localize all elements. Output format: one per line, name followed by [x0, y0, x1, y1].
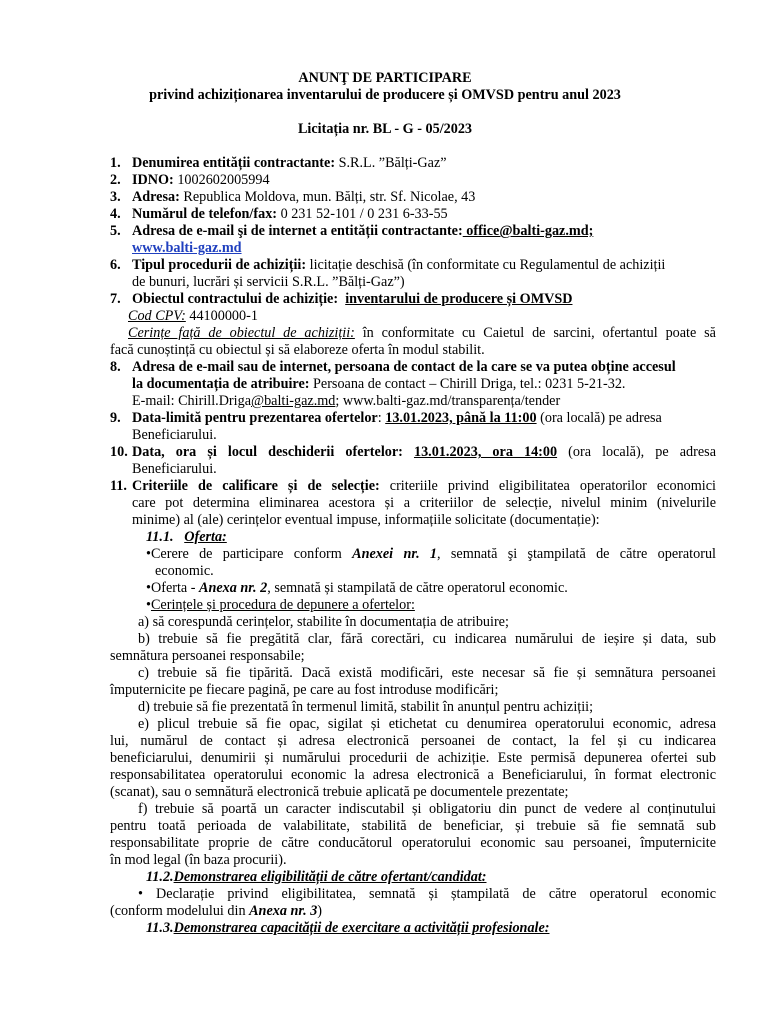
item-number: 6. [110, 257, 121, 273]
requirements-line-2: facă cunoștință cu obiectul și să elaboreze oferta în modul stabilit. [110, 342, 485, 358]
req-f-line-2: pentru toată perioada de valabilitate, stabilită de beneficiar, și trebuie să fie semnată sub [110, 818, 716, 834]
req-c-line-2: împuternicite pe fiecare pagină, pe care au fost introduse modificări; [110, 682, 499, 698]
item-value: criteriile privind eligibilitatea operatorilor economici [379, 478, 716, 494]
document-subtitle: privind achiziționarea inventarului de producere și OMVSD pentru anul 2023 [149, 87, 621, 103]
item-5 [110, 223, 593, 240]
item-label: Adresa de e-mail sau de internet, persoana de contact de la care se va putea obține accesul [132, 359, 676, 375]
item-number: 4. [110, 206, 121, 222]
item-2 [110, 172, 270, 189]
item-number: 8. [110, 359, 121, 375]
item-number: 2. [110, 172, 121, 188]
website-link[interactable]: www.balti-gaz.md [132, 240, 242, 256]
item-8 [110, 359, 676, 376]
req-a: a) să corespundă cerințelor, stabilite în documentația de atribuire; [138, 614, 509, 630]
item-label: IDNO: [132, 172, 174, 188]
annex-ref: Anexa nr. 2 [199, 580, 268, 596]
requirements-line-1 [128, 325, 716, 342]
item-11 [110, 478, 716, 495]
item-11-line-2: care pot determina eliminarea acestora și a criteriilor de selecție, nivelul minim (nivelurile [132, 495, 716, 511]
req-e-line-1: e) plicul trebuie să fie opac, sigilat și etichetat cu denumirea operatorului economic, adresa [138, 716, 716, 732]
separator: : [377, 410, 386, 426]
req-b-line-1: b) trebuie să fie pregătită clar, fără corectări, cu indicarea numărului de ieșire și data, sub [138, 631, 716, 647]
annex-ref: Anexa nr. 3 [249, 903, 318, 919]
email-link[interactable]: office@balti-gaz.md; [462, 223, 594, 239]
bullet-icon: • [138, 886, 143, 902]
item-value: Republica Moldova, mun. Bălți, str. Sf. Nicolae, 43 [179, 189, 476, 205]
item-9 [110, 410, 662, 427]
item-label: Obiectul contractului de achiziție: [132, 291, 339, 307]
cpv-code [128, 308, 258, 325]
section-title: Demonstrarea capacității de exercitare a activității profesionale: [173, 920, 550, 936]
item-label: Adresa: [132, 189, 180, 205]
item-7 [110, 291, 572, 308]
item-label: Data-limită pentru prezentarea ofertelor [132, 410, 378, 426]
item-6-continued: de bunuri, lucrări și servicii S.R.L. ”Bălți-Gaz”) [132, 274, 405, 290]
item-6 [110, 257, 665, 274]
item-label: Criteriile de calificare și de selecție: [132, 478, 380, 494]
requirements-text: în conformitate cu Caietul de sarcini, ofertantul poate să [354, 325, 716, 341]
bullet-text: Declarație privind eligibilitatea, semnată și ștampilată de către operatorul economic [156, 886, 716, 902]
item-value: 0 231 52-101 / 0 231 6-33-55 [277, 206, 448, 222]
bullet-text: , semnată și stampilată de către operatorul economic. [267, 580, 568, 596]
section-number: 11.1. [146, 529, 174, 545]
deadline-date: 13.01.2023, până la 11:00 [385, 410, 537, 426]
item-10 [110, 444, 716, 461]
req-e-line-5: (scanat), sau o semnătură electronică trebuie aplicată pe documentele prezentate; [110, 784, 569, 800]
item-3 [110, 189, 475, 206]
item-number: 11. [110, 478, 127, 494]
item-label: Adresa de e-mail şi de internet a entității contractante: [132, 223, 463, 239]
req-b-line-2: semnătura persoanei responsabile; [110, 648, 305, 664]
tender-url: ; www.balti-gaz.md/transparența/tender [335, 393, 561, 409]
contact-email-prefix: E-mail: Chirill.Driga [132, 393, 251, 409]
item-value: (ora locală) pe adresa [536, 410, 662, 426]
item-label: Tipul procedurii de achiziții: [132, 257, 307, 273]
item-value: (ora locală), pe adresa [557, 444, 716, 460]
cpv-value: 44100000-1 [185, 308, 258, 324]
req-d: d) trebuie să fie prezentată în termenul limită, stabilit în anunțul pentru achiziții; [138, 699, 594, 715]
item-9-continued: Beneficiarului. [132, 427, 217, 443]
bullet-text: , semnată şi ştampilată de către operatorul [437, 546, 716, 562]
req-e-line-4: responsabilitatea operatorului economic la adresa electronică a Beneficiarului, în format electronic [110, 767, 716, 783]
bullet-text: Cerere de participare conform [150, 546, 353, 562]
bullet-1-continued: economic. [155, 563, 214, 579]
section-11-2-heading [146, 869, 487, 886]
item-8-line-2 [132, 376, 625, 393]
item-number: 10. [110, 444, 128, 460]
item-11-line-3: minime) al (ale) cerințelor eventual impuse, informațiile solicitate (documentație): [132, 512, 600, 528]
item-number: 5. [110, 223, 121, 239]
opening-date: 13.01.2023, ora 14:00 [413, 444, 558, 460]
req-e-line-2: lui, numărul de contact și adresa electronică persoanei de contact, la fel și cu indicarea [110, 733, 716, 749]
item-value: licitație deschisă (în conformitate cu Regulamentul de achiziții [306, 257, 666, 273]
item-label: la documentația de atribuire: [132, 376, 310, 392]
item-number: 1. [110, 155, 121, 171]
req-e-line-3: beneficiarului, denumirii și numărului procedurii de achiziție. Este permisă depunerea ofertei sub [110, 750, 716, 766]
section-title: Demonstrarea eligibilității de către ofertant/candidat: [173, 869, 487, 885]
req-f-line-3: responsabilitate proprie de către conducătorul operatorului economic sau persoanei, împuternicite [110, 835, 716, 851]
req-f-line-1: f) trebuie să poartă un caracter indiscutabil și obligatoriu din punct de vedere al conținutului [138, 801, 716, 817]
eligibility-bullet [138, 886, 716, 903]
bullet-icon: • [146, 546, 151, 562]
item-label: Denumirea entității contractante: [132, 155, 336, 171]
section-number: 11.3. [146, 920, 174, 936]
item-number: 7. [110, 291, 121, 307]
section-11-3-heading [146, 920, 550, 937]
item-number: 3. [110, 189, 121, 205]
section-11-1-heading [146, 529, 227, 546]
item-value: 1002602005994 [173, 172, 270, 188]
bullet-text: Cerințele și procedura de depunere a ofertelor: [150, 597, 415, 613]
item-number: 9. [110, 410, 121, 426]
item-value: inventarului de producere și OMVSD [345, 291, 573, 307]
item-10-continued: Beneficiarului. [132, 461, 217, 477]
section-title: Oferta: [184, 529, 227, 545]
bullet-text: ) [317, 903, 323, 919]
bullet-2 [146, 580, 568, 597]
bullet-icon: • [146, 597, 151, 613]
cpv-label: Cod CPV: [128, 308, 186, 324]
item-label: Numărul de telefon/fax: [132, 206, 278, 222]
item-value: S.R.L. ”Bălți-Gaz” [335, 155, 447, 171]
annex-ref: Anexei nr. 1 [352, 546, 438, 562]
bullet-icon: • [146, 580, 151, 596]
req-f-line-4: în mod legal (în baza procurii). [110, 852, 287, 868]
requirements-label: Cerințe față de obiectul de achiziții: [128, 325, 355, 341]
bullet-3 [146, 597, 415, 614]
item-1 [110, 155, 447, 172]
bullet-text: Oferta - [150, 580, 200, 596]
bullet-text: (conform modelului din [110, 903, 250, 919]
item-label: Data, ora și locul deschiderii ofertelor: [132, 444, 403, 460]
eligibility-bullet-continued [110, 903, 322, 920]
contact-email-link[interactable]: @balti-gaz.md [251, 393, 336, 409]
section-number: 11.2. [146, 869, 174, 885]
req-c-line-1: c) trebuie să fie tipărită. Dacă există modificări, este necesar să fie și semnătura persoanei [138, 665, 716, 681]
item-8-line-3 [132, 393, 560, 410]
bullet-1 [146, 546, 716, 563]
document-title: ANUNŢ DE PARTICIPARE [298, 70, 472, 86]
tender-number: Licitația nr. BL - G - 05/2023 [297, 121, 473, 137]
contact-person: Persoana de contact – Chirill Driga, tel.: 0231 5-21-32. [309, 376, 626, 392]
item-4 [110, 206, 448, 223]
